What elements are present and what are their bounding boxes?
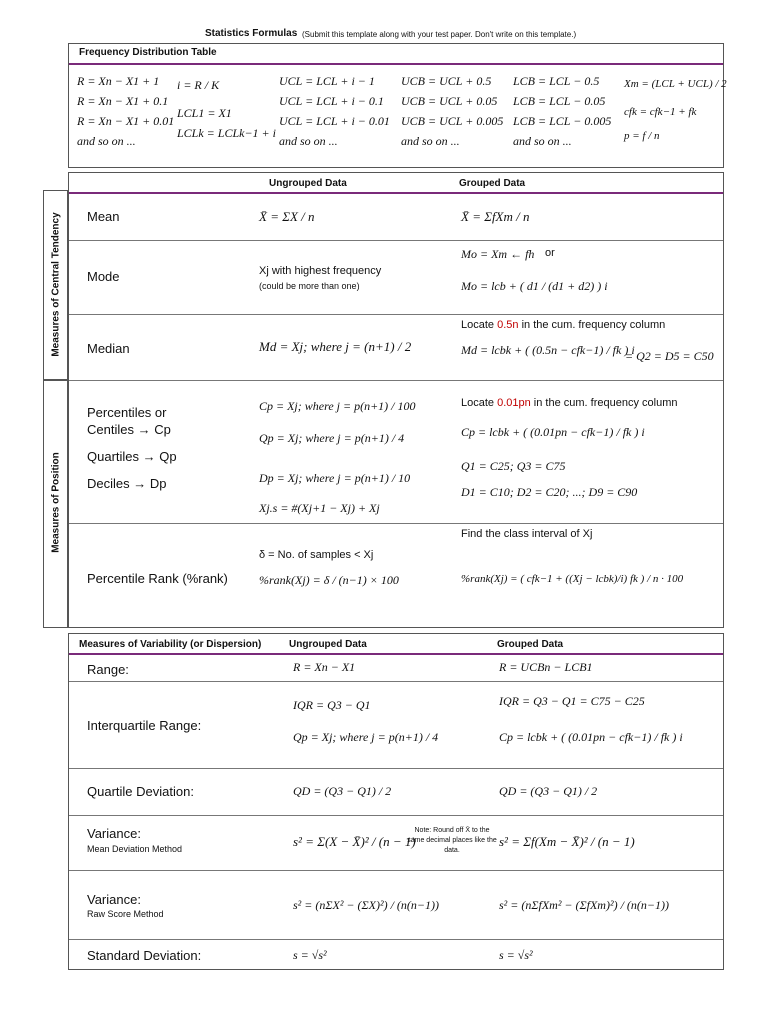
variability-grouped-header: Grouped Data <box>497 639 564 650</box>
variability-header: Measures of Variability (or Dispersion) <box>79 639 262 650</box>
ucl-formula-3: UCL = LCL + i − 0.01 <box>279 114 390 128</box>
range-formula-3: R = Xn − X1 + 0.01 <box>77 114 175 128</box>
iqr-centile-formula: Cp = lcbk + ( (0.01pn − cfk−1) / fk ) i <box>499 730 683 744</box>
median-ungrouped-formula: Md = Xj; where j = (n+1) / 2 <box>259 339 412 354</box>
variance-raw-sublabel: Raw Score Method <box>87 909 164 919</box>
mean-ungrouped-formula: X̄ = ΣX / n <box>259 209 315 224</box>
range-formula-4: and so on ... <box>77 134 136 148</box>
lcb-formula-2: LCB = LCL − 0.05 <box>513 94 606 108</box>
relative-frequency-formula: p = f / n <box>624 130 660 142</box>
variance-mean-sublabel: Mean Deviation Method <box>87 844 183 854</box>
mode-grouped-formula-1: Mo = Xm ← fh <box>461 247 535 261</box>
variance-raw-ungrouped-formula: s² = (nΣX² − (ΣX)²) / (n(n−1)) <box>293 898 439 912</box>
lclk-formula: LCLk = LCLk−1 + i <box>177 126 276 140</box>
range-formula-1: R = Xn − X1 + 1 <box>77 74 160 88</box>
range-ungrouped-formula: R = Xn − X1 <box>293 660 356 674</box>
qd-ungrouped-formula: QD = (Q3 − Q1) / 2 <box>293 784 392 798</box>
median-label: Median <box>87 341 130 356</box>
row-divider <box>69 870 723 871</box>
grouped-header: Grouped Data <box>459 178 526 189</box>
median-note <box>461 319 665 331</box>
centile-grouped-formula: Cp = lcbk + ( (0.01pn − cfk−1) / fk ) i <box>461 425 645 439</box>
iqr-label: Interquartile Range: <box>87 718 202 733</box>
cumulative-frequency-formula: cfk = cfk−1 + fk <box>624 106 697 118</box>
side-label-central-box <box>43 190 68 380</box>
row-divider <box>69 768 723 769</box>
mode-ungrouped-text: Xj with highest frequency <box>259 265 382 277</box>
section-divider <box>69 380 723 381</box>
iqr-grouped-formula: IQR = Q3 − Q1 = C75 − C25 <box>499 694 645 708</box>
iqr-ungrouped-formula: IQR = Q3 − Q1 <box>293 698 371 712</box>
quartile-deviation-label: Quartile Deviation: <box>87 784 194 799</box>
frequency-table-header: Frequency Distribution Table <box>79 47 217 58</box>
variance-mean-grouped-formula: s² = Σf(Xm − X̄)² / (n − 1) <box>499 834 635 849</box>
ucb-formula-3: UCB = UCL + 0.005 <box>401 114 504 128</box>
lcb-formula-4: and so on ... <box>513 134 572 148</box>
median-equivalence: = Q2 = D5 = C50 <box>625 349 714 363</box>
percentile-rank-delta-def: δ = No. of samples < Xj <box>259 549 374 561</box>
decile-centile-equivalence: D1 = C10; D2 = C20; ...; D9 = C90 <box>461 485 638 499</box>
mean-label: Mean <box>87 209 120 224</box>
variability-table <box>68 633 724 970</box>
lcb-formula-3: LCB = LCL − 0.005 <box>513 114 612 128</box>
variance-rounding-note: Note: Round off X̄ to the same decimal places like the data. <box>407 827 497 854</box>
ucb-formula-4: and so on ... <box>401 134 460 148</box>
quartile-centile-equivalence: Q1 = C25; Q3 = C75 <box>461 459 566 473</box>
mode-ungrouped-note: (could be more than one) <box>259 281 360 291</box>
header-rule <box>69 192 723 194</box>
variance-mean-label: Variance: <box>87 826 141 841</box>
frequency-table <box>68 43 727 168</box>
position-note-pre: Locate <box>461 397 498 409</box>
variance-mean-ungrouped-formula: s² = Σ(X − X̄)² / (n − 1) <box>293 834 416 849</box>
side-label-central: Measures of Central Tendency <box>50 212 62 357</box>
ucb-formula-1: UCB = UCL + 0.5 <box>401 74 492 88</box>
row-divider <box>69 681 723 682</box>
side-label-position: Measures of Position <box>50 452 62 553</box>
page-title: Statistics Formulas <box>205 28 298 39</box>
variance-raw-label: Variance: <box>87 892 141 907</box>
range-formula-2: R = Xn − X1 + 0.1 <box>77 94 169 108</box>
class-width-formula: i = R / K <box>177 78 220 92</box>
variance-raw-grouped-formula: s² = (nΣfXm² − (ΣfXm)²) / (n(n−1)) <box>499 898 669 912</box>
page-subtitle: (Submit this template along with your test paper. Don't write on this template.) <box>302 30 577 39</box>
header-rule <box>69 63 723 65</box>
row-divider <box>69 240 723 241</box>
row-divider <box>69 314 723 315</box>
interpolation-formula: Xj.s = #(Xj+1 − Xj) + Xj <box>259 501 380 515</box>
median-note-highlight: 0.5n <box>497 319 519 331</box>
position-note-post: in the cum. frequency column <box>530 397 678 409</box>
ucb-formula-2: UCB = UCL + 0.05 <box>401 94 498 108</box>
iqr-quartile-formula: Qp = Xj; where j = p(n+1) / 4 <box>293 730 439 744</box>
row-divider <box>69 815 723 816</box>
standard-deviation-label: Standard Deviation: <box>87 948 202 963</box>
qd-grouped-formula: QD = (Q3 − Q1) / 2 <box>499 784 598 798</box>
centiles-label: Centiles → Cp <box>87 422 171 437</box>
ucl-formula-1: UCL = LCL + i − 1 <box>279 74 375 88</box>
quartile-ungrouped-formula: Qp = Xj; where j = p(n+1) / 4 <box>259 431 405 445</box>
percentiles-label: Percentiles or <box>87 405 167 420</box>
header-rule <box>69 653 723 655</box>
median-note-pre: Locate <box>461 319 498 331</box>
ucl-formula-4: and so on ... <box>279 134 338 148</box>
row-divider <box>69 523 723 524</box>
median-grouped-formula: Md = lcbk + ( (0.5n − cfk−1) / fk ) i <box>461 343 635 357</box>
range-grouped-formula: R = UCBn − LCB1 <box>499 660 593 674</box>
percentile-rank-ungrouped-formula: %rank(Xj) = δ / (n−1) × 100 <box>259 573 399 587</box>
mean-grouped-formula: X̄ = ΣfXm / n <box>461 209 530 224</box>
ucl-formula-2: UCL = LCL + i − 0.1 <box>279 94 384 108</box>
mode-label: Mode <box>87 269 120 284</box>
median-note-post: in the cum. frequency column <box>518 319 666 331</box>
position-note <box>461 397 678 409</box>
row-divider <box>69 939 723 940</box>
centile-ungrouped-formula: Cp = Xj; where j = p(n+1) / 100 <box>259 399 416 413</box>
mode-grouped-formula-2: Mo = lcb + ( d1 / (d1 + d2) ) i <box>461 279 608 293</box>
percentile-rank-note: Find the class interval of Xj <box>461 528 593 540</box>
sd-grouped-formula: s = √s² <box>499 948 533 962</box>
range-label: Range: <box>87 662 129 677</box>
side-label-position-box <box>43 380 68 628</box>
quartiles-label: Quartiles → Qp <box>87 449 177 464</box>
midpoint-formula: Xm = (LCL + UCL) / 2 <box>624 78 727 90</box>
position-note-highlight: 0.01pn <box>497 397 531 409</box>
lcb-formula-1: LCB = LCL − 0.5 <box>513 74 600 88</box>
deciles-label: Deciles → Dp <box>87 476 167 491</box>
ungrouped-header: Ungrouped Data <box>269 178 347 189</box>
lcl1-formula: LCL1 = X1 <box>177 106 232 120</box>
decile-ungrouped-formula: Dp = Xj; where j = p(n+1) / 10 <box>259 471 411 485</box>
percentile-rank-label: Percentile Rank (%rank) <box>87 571 228 586</box>
sd-ungrouped-formula: s = √s² <box>293 948 327 962</box>
mode-or-text: or <box>545 247 555 259</box>
variability-ungrouped-header: Ungrouped Data <box>289 639 367 650</box>
central-position-table <box>68 172 724 628</box>
percentile-rank-grouped-formula: %rank(Xj) = ( cfk−1 + ((Xj − lcbk)/i) fk ) / n · 100 <box>461 573 684 585</box>
